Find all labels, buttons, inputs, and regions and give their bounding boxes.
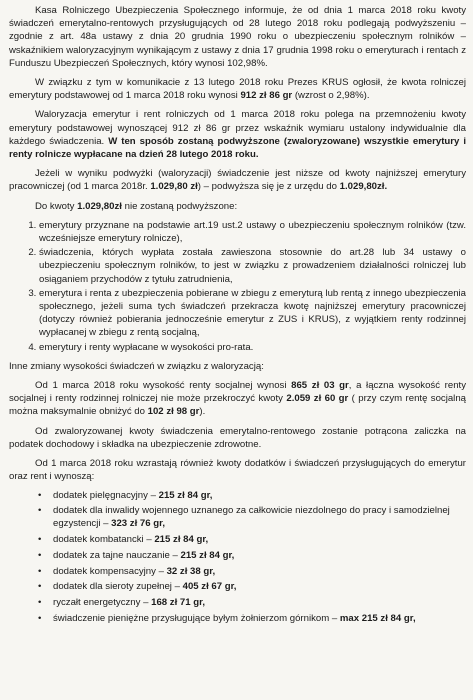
paragraph-tax: Od zwaloryzowanej kwoty świadczenia emerytalno-rentowego zostanie potrącona zaliczka na podatek dochodowy i składka na ubezpieczenie zdrowotne. xyxy=(9,425,466,450)
minimum-pension-amount: 1.029,80 zł xyxy=(150,181,198,193)
paragraph-social-pension: Od 1 marca 2018 roku wysokość renty socjalnej wynosi 865 zł 03 gr, a łączna wysokość renty socjalnej i renty rodzinnej rolniczej nie może przekroczyć kwoty 2.059 zł 60 gr ( przy czym rentę socjalną można maksymalnie obniżyć do 102 zł 98 gr). xyxy=(9,380,466,418)
paragraph-exclusions-intro: Do kwoty 1.029,80zł nie zostaną podwyższone: xyxy=(35,200,238,212)
list-item: • świadczenie pieniężne przysługujące byłym żołnierzom górnikom – max 215 zł 84 gr, xyxy=(53,612,466,625)
list-item: 4. emerytury i renty wypłacane w wysokości pro-rata. xyxy=(39,341,466,354)
minimum-pension-amount-2: 1.029,80zł. xyxy=(339,181,388,193)
list-item: • ryczałt energetyczny – 168 zł 71 gr, xyxy=(53,596,466,609)
paragraph-other-changes: Inne zmiany wysokości świadczeń w związku z waloryzacją: xyxy=(9,360,264,372)
list-item: 2. świadczenia, których wypłata została zawieszona stosownie do art.28 lub 34 ustawy o ubezpieczeniu społecznym rolników, to jest w związku z prowadzeniem działalności rolniczej lub osiąganiem przychodów z tytułu zatrudnienia, xyxy=(39,246,466,286)
indexation-bold-text: W ten sposób zostaną podwyższone (zwaloryzowane) wszystkie emerytury i renty rolnicze wypłacane na dzień 28 lutego 2018 roku. xyxy=(9,135,466,161)
list-item: • dodatek pielęgnacyjny – 215 zł 84 gr, xyxy=(53,489,466,502)
paragraph-indexation: Waloryzacja emerytur i rent rolniczych od 1 marca 2018 roku polega na przemnożeniu kwoty emerytury podstawowej wynoszącej 912 zł 86 gr przez wskaźnik wymiaru ustalony indywidualnie dla każdego świadczenia. W ten sposób zostaną podwyższone (zwaloryzowane) wszystkie emerytury i renty rolnicze wypłacane na dzień 28 lutego 2018 roku. xyxy=(9,109,466,161)
paragraph-base-pension: W związku z tym w komunikacie z 13 lutego 2018 roku Prezes KRUS ogłosił, że kwota rolniczej emerytury podstawowej od 1 marca 2018 roku wynosi 912 zł 86 gr (wzrost o 2,98%). xyxy=(9,77,466,102)
list-item: • dodatek dla sieroty zupełnej – 405 zł 67 gr, xyxy=(53,580,466,593)
base-pension-amount: 912 zł 86 gr xyxy=(240,90,293,102)
paragraph-minimum-pension: Jeżeli w wyniku podwyżki (waloryzacji) świadczenie jest niższe od kwoty najniższej emerytury pracowniczej (od 1 marca 2018r. 1.029,80 zł) – podwyższa się je z urzędu do 1.029,80zł. xyxy=(9,168,466,193)
exclusions-list xyxy=(9,219,466,354)
list-item: • dodatek kombatancki – 215 zł 84 gr, xyxy=(53,533,466,546)
list-item: • dodatek dla inwalidy wojennego uznanego za całkowicie niezdolnego do pracy i samodzielnej egzystencji – 323 zł 76 gr, xyxy=(53,504,466,530)
paragraph-allowances-intro: Od 1 marca 2018 roku wzrastają również kwoty dodatków i świadczeń przysługujących do emerytur oraz rent i wynoszą: xyxy=(9,458,466,483)
list-item: • dodatek za tajne nauczanie – 215 zł 84 gr, xyxy=(53,549,466,562)
allowances-list xyxy=(9,489,466,625)
list-item: 1. emerytury przyznane na podstawie art.19 ust.2 ustawy o ubezpieczeniu społecznym rolników (tzw. wcześniejsze emerytury rolnicze), xyxy=(39,219,466,245)
paragraph-intro: Kasa Rolniczego Ubezpieczenia Społecznego informuje, że od dnia 1 marca 2018 roku kwoty świadczeń emerytalno-rentowych przysługujących od 28 lutego 2018 roku podlegają podwyższeniu – zgodnie z art. 48a ustawy z dnia 20 grudnia 1990 roku o ubezpieczeniu społecznym rolników – wskaźnikiem waloryzacyjnym wynikającym z ustawy z dnia 17 grudnia 1998 roku o emeryturach i rentach z Funduszu Ubezpieczeń Społecznych, który wynosi 102,98%. xyxy=(9,5,466,69)
list-item: • dodatek kompensacyjny – 32 zł 38 gr, xyxy=(53,565,466,578)
list-item: 3. emerytura i renta z ubezpieczenia pobierane w zbiegu z emeryturą lub rentą z innego ubezpieczenia społecznego, jeżeli suma tych świadczeń przekracza kwotę najniższej emerytury pracowniczej (dotyczy również pobierania jednocześnie emerytur z ZUS i KRUS), z wyjątkiem renty rodzinnej wypłacanej w zbiegu z rentą socjalną, xyxy=(39,287,466,340)
